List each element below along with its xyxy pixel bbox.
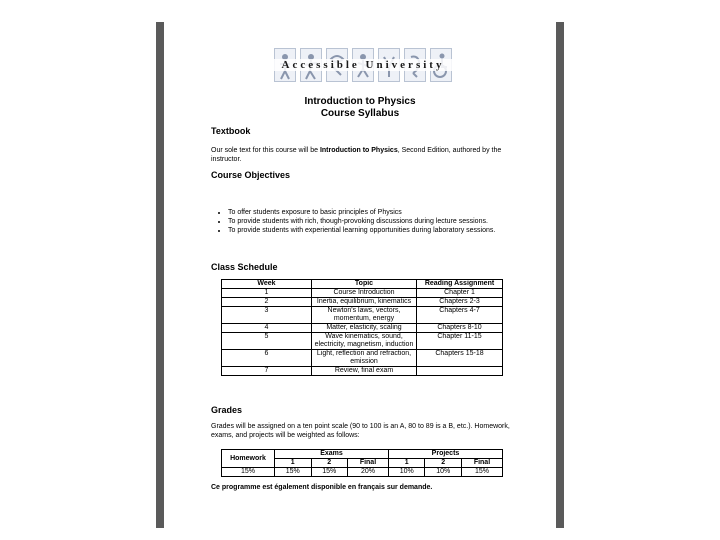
page-title: Introduction to Physics — [304, 96, 416, 107]
table-cell: 15% — [311, 468, 348, 477]
table-cell: 15% — [275, 468, 312, 477]
table-row — [222, 307, 503, 324]
grades-paragraph: Grades will be assigned on a ten point scale (90 to 100 is an A, 80 to 89 is a B, etc.). Homework, exams, and projects will be weighted as follows: — [211, 423, 510, 439]
grades-heading: Grades — [211, 405, 243, 415]
logo-text: Accessible University — [274, 59, 452, 71]
table-header: Week — [222, 280, 312, 289]
textbook-paragraph: Our sole text for this course will be Introduction to Physics, Second Edition, authored by the instructor. — [211, 147, 502, 163]
table-cell: 7 — [222, 367, 312, 376]
schedule-table — [221, 279, 503, 376]
table-cell: Chapter 11-15 — [417, 333, 503, 350]
list-item: • To offer students exposure to basic principles of Physics — [228, 208, 528, 217]
table-header: 1 — [275, 459, 312, 468]
table-cell: Chapters 4-7 — [417, 307, 503, 324]
table-cell: 2 — [222, 298, 312, 307]
table-cell: 1 — [222, 289, 312, 298]
list-item: • To provide students with rich, though-provoking discussions during lecture sessions. — [228, 217, 528, 226]
table-cell: 15% — [222, 468, 275, 477]
objectives-heading: Course Objectives — [211, 170, 291, 180]
table-cell: Matter, elasticity, scaling — [312, 324, 417, 333]
table-header: Homework — [222, 450, 275, 468]
table-row — [222, 289, 503, 298]
table-cell: 15% — [461, 468, 502, 477]
page-subtitle: Course Syllabus — [320, 108, 400, 119]
objectives-list — [211, 208, 528, 235]
table-row — [222, 298, 503, 307]
table-cell: Chapters 15-18 — [417, 350, 503, 367]
table-cell: Chapter 1 — [417, 289, 503, 298]
table-header: Topic — [312, 280, 417, 289]
table-cell: Newton's laws, vectors, momentum, energy — [312, 307, 417, 324]
table-cell: Chapters 8-10 — [417, 324, 503, 333]
grades-table — [221, 449, 503, 477]
table-cell: 6 — [222, 350, 312, 367]
textbook-heading: Textbook — [211, 126, 251, 136]
table-cell: 20% — [348, 468, 389, 477]
table-header: Final — [461, 459, 502, 468]
table-header: Exams — [275, 450, 389, 459]
table-header: 1 — [388, 459, 425, 468]
table-cell: Course Introduction — [312, 289, 417, 298]
table-cell: Review, final exam — [312, 367, 417, 376]
table-header: Final — [348, 459, 389, 468]
table-cell: 4 — [222, 324, 312, 333]
table-row — [222, 333, 503, 350]
table-cell: 5 — [222, 333, 312, 350]
footer-note: Ce programme est également disponible en français sur demande. — [211, 484, 433, 491]
university-logo — [274, 48, 452, 84]
document-page — [164, 22, 556, 528]
table-cell: Inertia, equilibrium, kinematics — [312, 298, 417, 307]
document-viewer — [156, 22, 564, 528]
table-row — [222, 367, 503, 376]
table-cell: Light, reflection and refraction, emission — [312, 350, 417, 367]
table-cell: Wave kinematics, sound, electricity, magnetism, induction — [312, 333, 417, 350]
table-header: 2 — [311, 459, 348, 468]
table-row — [222, 350, 503, 367]
table-row — [222, 324, 503, 333]
table-row — [222, 468, 503, 477]
list-item: • To provide students with experiential learning opportunities during laboratory sessions. — [228, 226, 528, 235]
table-cell: 3 — [222, 307, 312, 324]
table-header: Projects — [388, 450, 502, 459]
table-header: Reading Assignment — [417, 280, 503, 289]
table-header: 2 — [425, 459, 462, 468]
table-cell: 10% — [388, 468, 425, 477]
schedule-heading: Class Schedule — [211, 262, 278, 272]
table-cell — [417, 367, 503, 376]
table-cell: 10% — [425, 468, 462, 477]
table-cell: Chapters 2-3 — [417, 298, 503, 307]
